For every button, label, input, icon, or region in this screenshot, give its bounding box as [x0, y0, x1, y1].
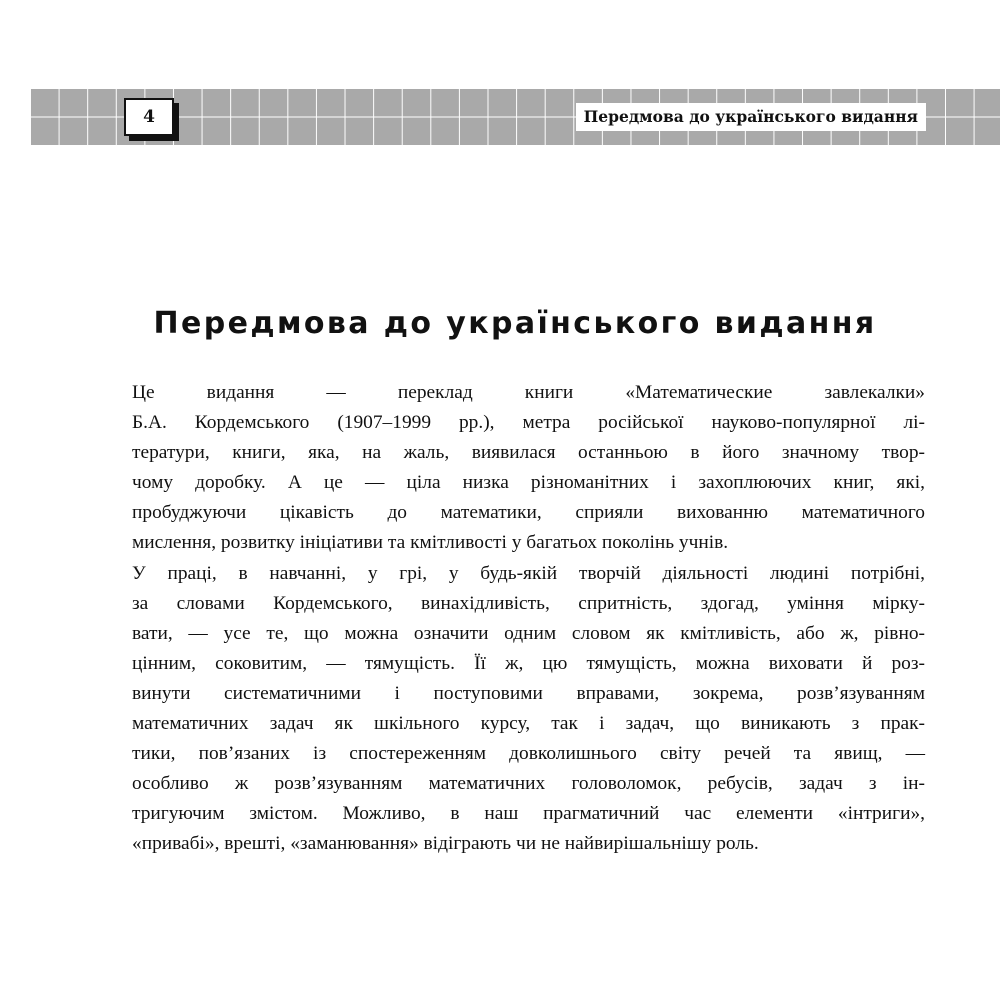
page-number-text: 4: [143, 107, 155, 127]
body-text: [104, 378, 925, 860]
text-line: чому доробку. А це — ціла низка різноманітних і захоплюючих книг, які,: [132, 472, 925, 494]
text-line: Це видання — переклад книги «Математические завлекалки»: [132, 382, 925, 403]
text-line: тики, пов’язаних із спостереженням довколишнього світу речей та явищ, —: [132, 743, 925, 765]
text-line: цінним, соковитим, — тямущість. Її ж, цю тямущість, можна виховати й роз-: [132, 652, 925, 674]
text-line: винути систематичними і поступовими вправами, зокрема, розв’язуванням: [132, 682, 925, 704]
running-head-title: Передмова до українського видання: [576, 103, 926, 131]
text-line: вати, — усе те, що можна означити одним словом як кмітливість, або ж, рівно-: [132, 622, 925, 644]
text-line: за словами Кордемського, винахідливість, спритність, здогад, уміння мірку-: [132, 592, 925, 614]
text-line: Б.А. Кордемського (1907–1999 рр.), метра російської науково-популярної лі-: [132, 412, 925, 434]
paragraph: [104, 378, 925, 559]
text-line: особливо ж розв’язуванням математичних головоломок, ребусів, задач з ін-: [132, 773, 925, 795]
text-line: У праці, в навчанні, у грі, у будь-якій творчій діяльності людині потрібні,: [132, 562, 925, 584]
text-line: тригуючим змістом. Можливо, в наш прагматичний час елементи «інтриги»,: [132, 803, 925, 825]
running-head: [576, 88, 926, 145]
page-number: [124, 98, 174, 136]
text-line: математичних задач як шкільного курсу, так і задач, що виникають з прак-: [132, 713, 925, 735]
paragraph: [104, 559, 925, 860]
text-line: мислення, розвитку ініціативи та кмітливості у багатьох поколінь учнів.: [132, 532, 729, 554]
text-line: «привабі», врешті, «заманювання» відіграють чи не найвирішальнішу роль.: [132, 833, 759, 855]
chapter-title: Передмова до українського видання: [153, 306, 877, 341]
text-line: пробуджуючи цікавість до математики, сприяли вихованню математичного: [132, 502, 925, 524]
text-line: тератури, книги, яка, на жаль, виявилася останньою в його значному твор-: [132, 442, 925, 464]
